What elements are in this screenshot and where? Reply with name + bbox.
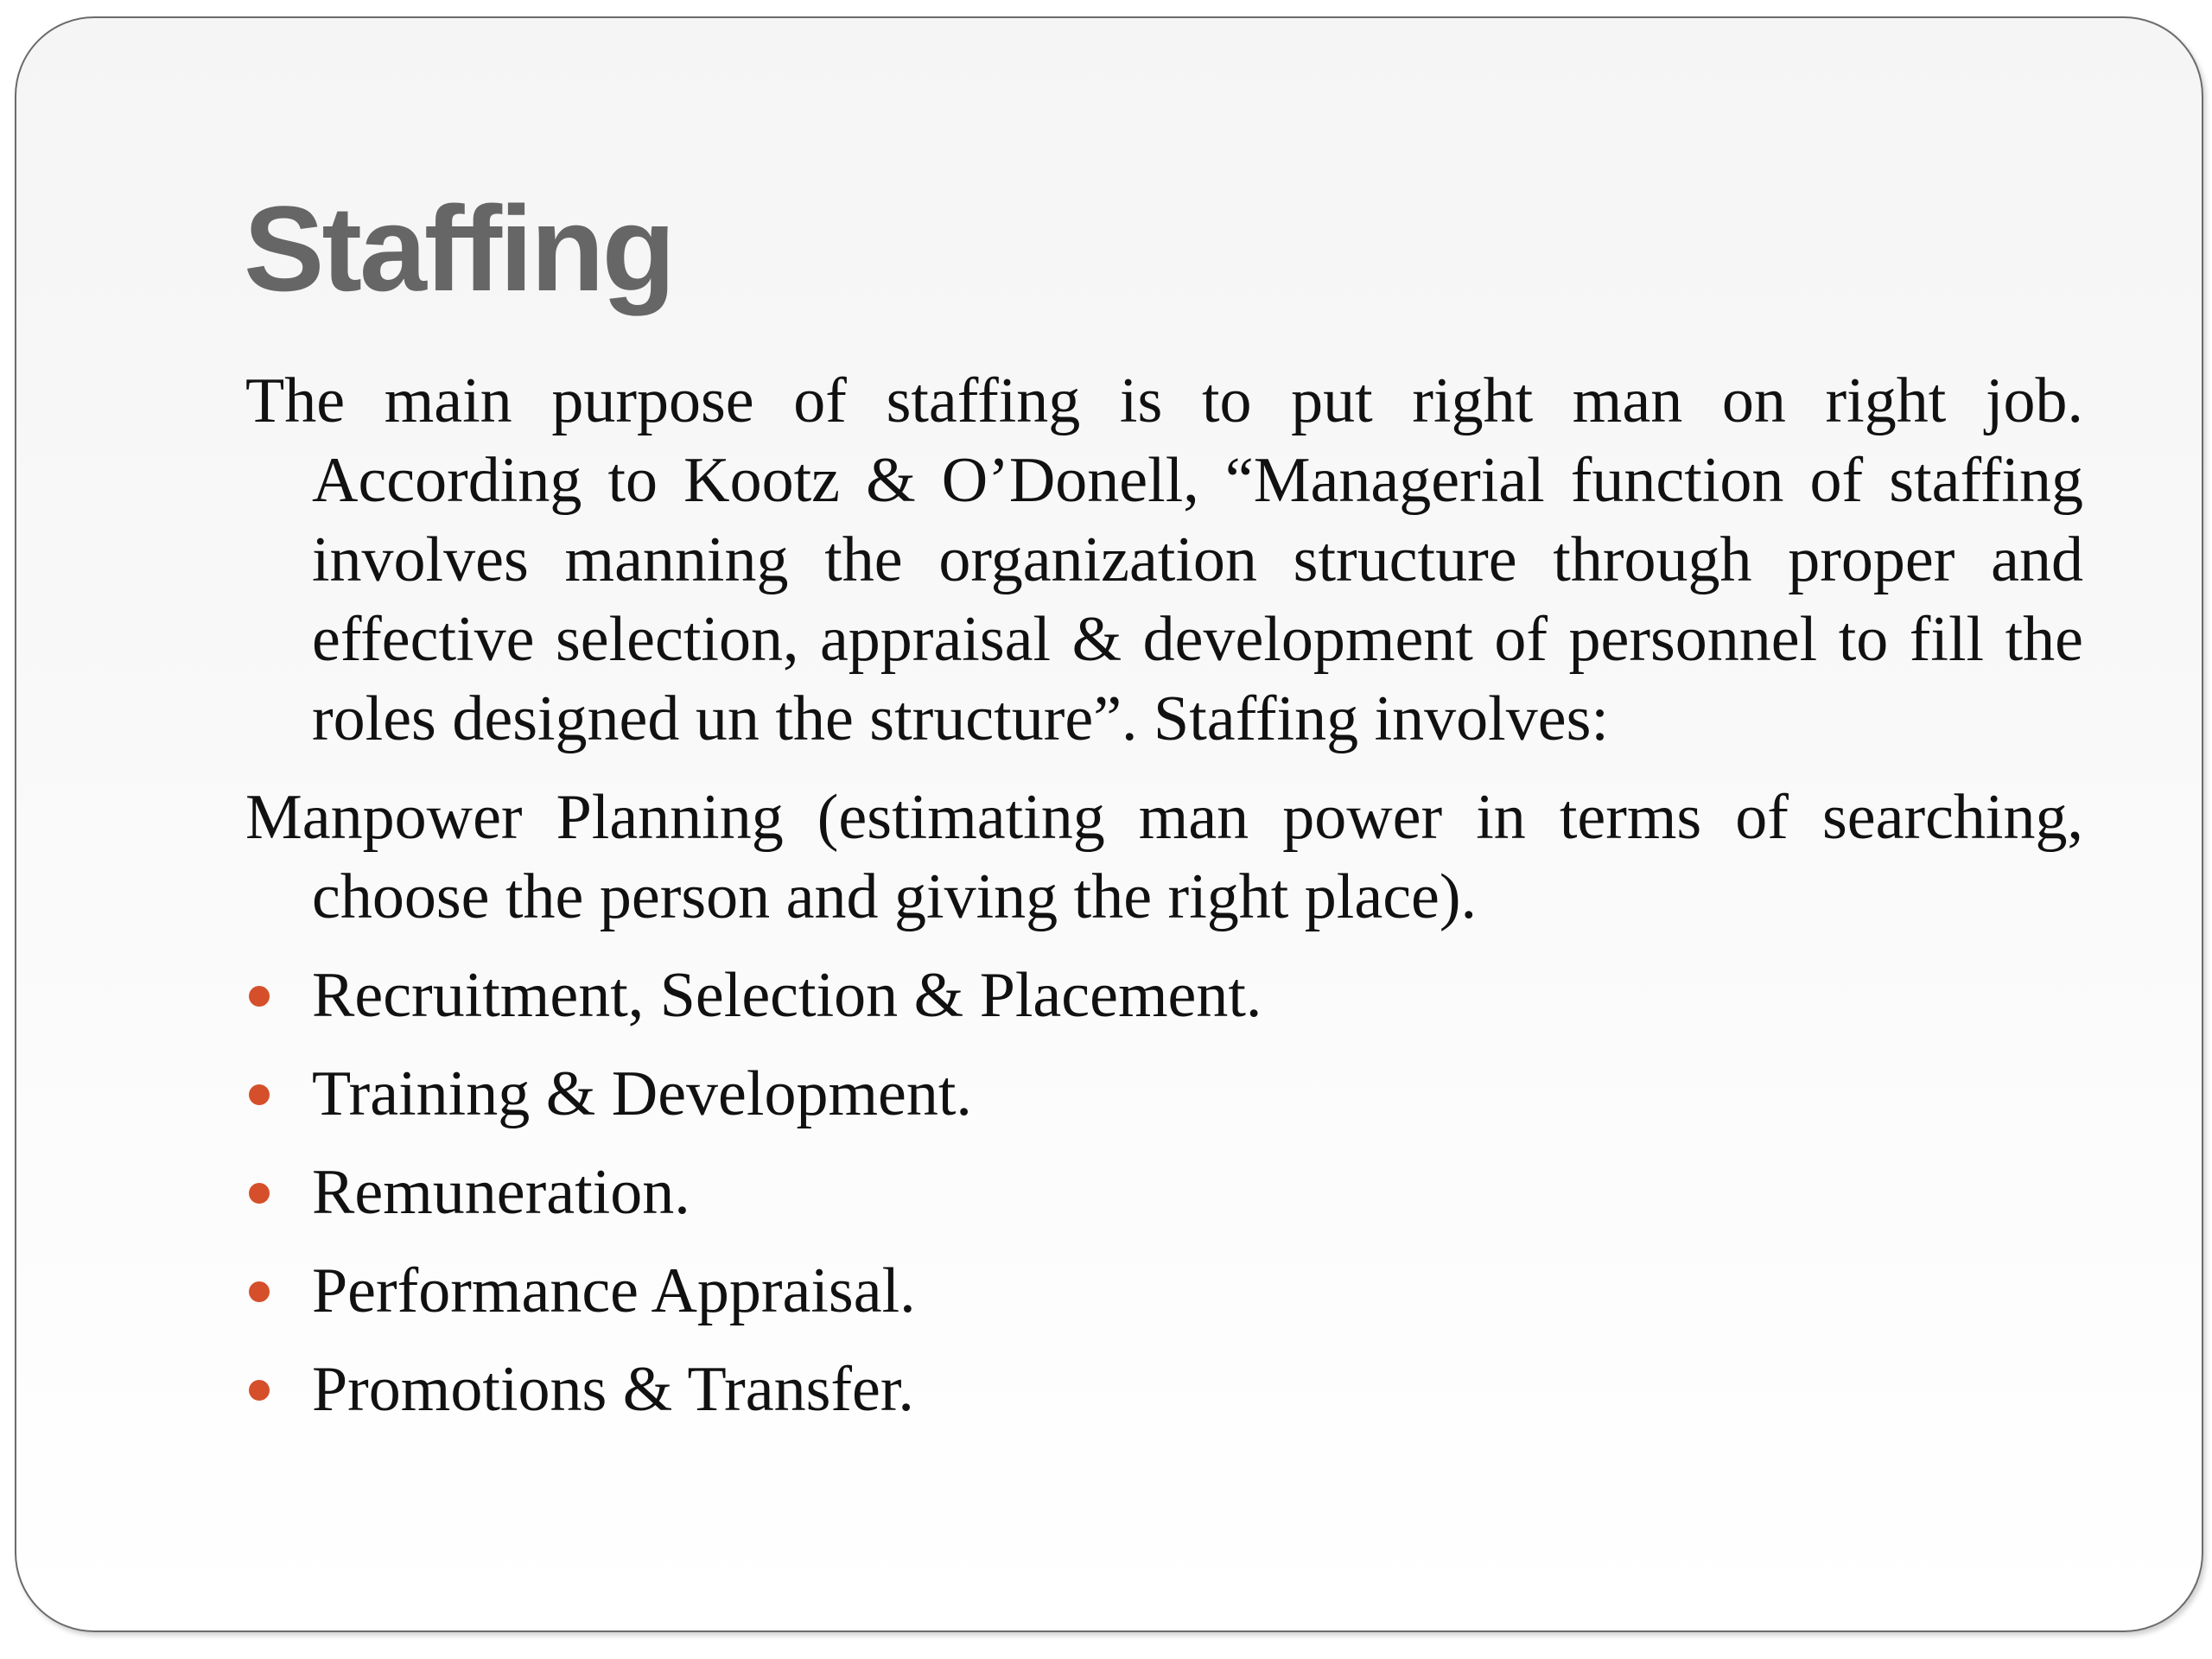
list-item-label: Promotions & Transfer. <box>312 1354 914 1425</box>
list-item <box>245 956 2083 1035</box>
bullet-dot-icon <box>249 1380 270 1401</box>
list-item-label: Recruitment, Selection & Placement. <box>312 960 1262 1031</box>
bullet-dot-icon <box>249 986 270 1007</box>
list-item-label: Performance Appraisal. <box>312 1255 916 1326</box>
list-item <box>245 1054 2083 1134</box>
list-item-label: Training & Development. <box>312 1058 972 1129</box>
staffing-bullet-list <box>245 956 2083 1429</box>
slide-title: Staffing <box>244 181 674 316</box>
bullet-dot-icon <box>249 1084 270 1105</box>
list-item <box>245 1251 2083 1331</box>
slide-body <box>245 361 2083 1448</box>
intro-paragraph: The main purpose of staffing is to put right man on right job. According to Kootz & O’Donell, “Managerial function of staffing involves manning the organization structure through proper and effective selection, appraisal & development of personnel to fill the roles designed un the structure”. Staffing involves: <box>245 365 2083 754</box>
list-item <box>245 1350 2083 1429</box>
bullet-dot-icon <box>249 1183 270 1204</box>
list-item <box>245 1153 2083 1232</box>
list-item-label: Remuneration. <box>312 1157 690 1228</box>
manpower-planning-paragraph: Manpower Planning (estimating man power in terms of searching, choose the person and giving the right place). <box>245 782 2083 932</box>
bullet-dot-icon <box>249 1281 270 1302</box>
